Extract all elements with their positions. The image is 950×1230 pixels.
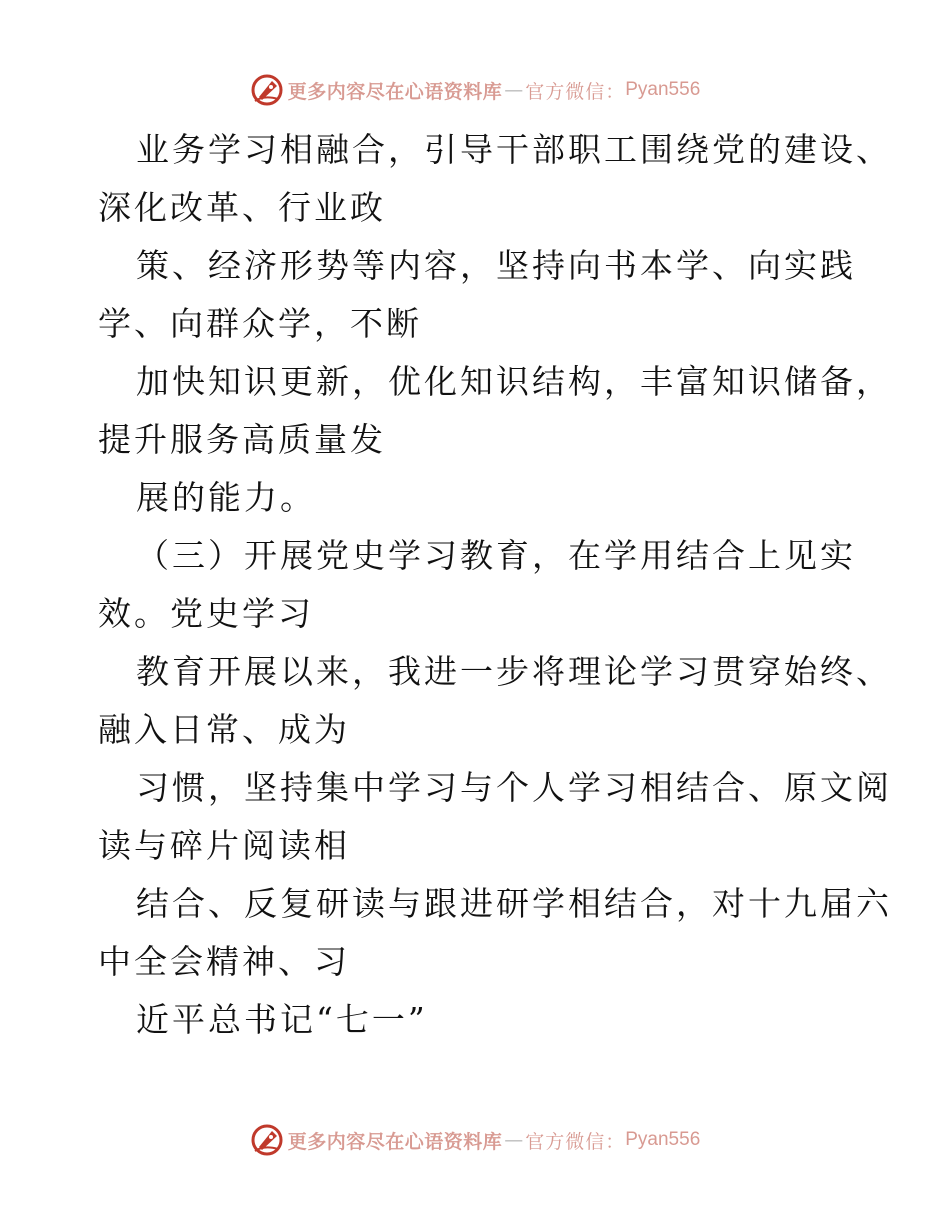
text-line: （三）开展党史学习教育，在学用结合上见实 (136, 536, 856, 575)
text-line: 读与碎片阅读相 (98, 826, 350, 865)
text-line: 近平总书记“七一” (136, 1000, 428, 1039)
watermark-sub-text: 官方微信： (525, 1130, 626, 1153)
text-line: 中全会精神、习 (98, 942, 350, 981)
header-watermark (0, 70, 950, 110)
watermark-dash: — (504, 79, 524, 101)
pen-nib-logo-icon (250, 1123, 284, 1157)
text-line: 提升服务高质量发 (98, 420, 386, 459)
footer-watermark (0, 1120, 950, 1160)
text-line: 融入日常、成为 (98, 710, 350, 749)
text-line: 学、向群众学，不断 (98, 304, 422, 343)
text-line: 效。党史学习 (98, 594, 314, 633)
pen-nib-logo-icon (250, 73, 284, 107)
text-line: 习惯，坚持集中学习与个人学习相结合、原文阅 (136, 768, 892, 807)
text-line: 教育开展以来，我进一步将理论学习贯穿始终、 (136, 652, 892, 691)
watermark-main-text: 更多内容尽在心语资料库 (287, 80, 503, 103)
text-line: 结合、反复研读与跟进研学相结合，对十九届六 (136, 884, 892, 923)
watermark-sub-text: 官方微信： (525, 80, 626, 103)
text-line: 深化改革、行业政 (98, 188, 386, 227)
watermark-id: Pyan556 (625, 1129, 701, 1150)
watermark-id: Pyan556 (625, 79, 701, 100)
text-line: 策、经济形势等内容，坚持向书本学、向实践 (136, 246, 856, 285)
watermark-main-text: 更多内容尽在心语资料库 (287, 1130, 503, 1153)
text-line: 加快知识更新，优化知识结构，丰富知识储备， (136, 362, 892, 401)
watermark-dash: — (504, 1129, 524, 1151)
text-line: 业务学习相融合，引导干部职工围绕党的建设、 (136, 130, 892, 169)
text-line: 展的能力。 (136, 478, 316, 517)
